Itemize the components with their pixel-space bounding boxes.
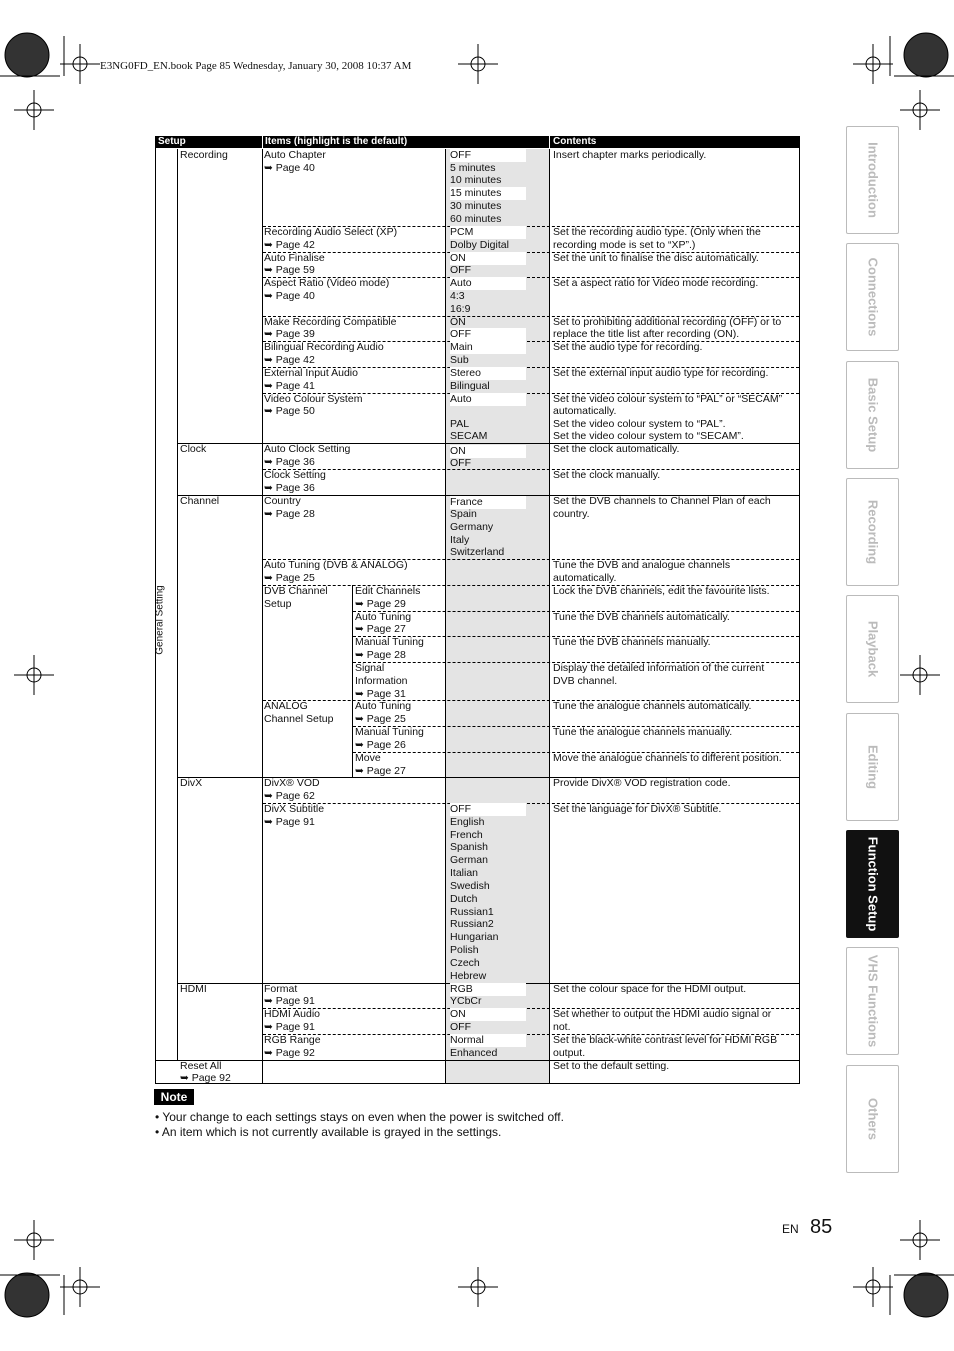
option: Germany: [450, 521, 494, 533]
item-ext-input: External Input Audio: [264, 367, 358, 379]
item-divx-sub: DivX Subtitle: [264, 803, 325, 815]
content: Set whether to output the HDMI audio signal or: [553, 1008, 772, 1020]
item-make-compat: Make Recording Compatible: [264, 316, 397, 328]
content: Tune the DVB channels automatically.: [553, 611, 730, 623]
tab-others[interactable]: Others: [846, 1065, 899, 1173]
page-ref: ➥ Page 92: [264, 1047, 315, 1060]
option: OFF: [450, 803, 526, 816]
tab-connections[interactable]: Connections: [846, 243, 899, 351]
row-recording: Recording: [180, 149, 228, 161]
page-ref: ➥ Page 28: [355, 649, 406, 662]
content: Set the language for DivX® Subtitle.: [553, 803, 722, 815]
option: ON: [450, 316, 466, 328]
option: ON: [450, 1008, 526, 1021]
option: OFF: [450, 328, 526, 341]
item-clock-setting: Clock Setting: [264, 469, 326, 481]
option: Switzerland: [450, 546, 505, 558]
option: ON: [450, 252, 526, 265]
content: output.: [553, 1047, 586, 1059]
page-ref: ➥ Page 42: [264, 239, 315, 252]
option: Spanish: [450, 841, 488, 853]
item-signal-2: Information: [355, 675, 408, 687]
option: Swedish: [450, 880, 490, 892]
page-ref: ➥ Page 62: [264, 790, 315, 803]
content: country.: [553, 508, 590, 520]
item-signal: Signal: [355, 662, 385, 674]
option: OFF: [450, 1021, 471, 1033]
item-line: [263, 469, 799, 470]
content: Display the detailed information of the current: [553, 662, 765, 674]
item-an-auto: Auto Tuning: [355, 700, 412, 712]
item-analog: ANALOG: [264, 700, 308, 712]
page-ref: ➥ Page 91: [264, 816, 315, 829]
page-ref: ➥ Page 91: [264, 995, 315, 1008]
option: German: [450, 854, 488, 866]
print-header: E3NG0FD_EN.book Page 85 Wednesday, January 30, 2008 10:37 AM: [100, 60, 412, 72]
page-ref: ➥ Page 27: [355, 765, 406, 778]
page-ref: ➥ Page 28: [264, 508, 315, 521]
content: Lock the DVB channels, edit the favourite lists.: [553, 585, 770, 597]
content: Set the recording audio type. (Only when the: [553, 226, 761, 238]
content: Set the clock manually.: [553, 469, 661, 481]
item-rec-audio: Recording Audio Select (XP): [264, 226, 398, 238]
item-hdmi-audio: HDMI Audio: [264, 1008, 321, 1020]
tab-editing[interactable]: Editing: [846, 713, 899, 821]
page-ref: ➥ Page 39: [264, 328, 315, 341]
tab-recording[interactable]: Recording: [846, 478, 899, 586]
row-channel: Channel: [180, 495, 220, 507]
page-ref: ➥ Page 36: [264, 482, 315, 495]
group-label: General Setting: [154, 585, 166, 655]
item-dvb-setup: Setup: [264, 598, 292, 610]
page-ref: ➥ Page 40: [264, 290, 315, 303]
note-label: Note: [154, 1089, 194, 1105]
col-contents: Contents: [553, 136, 597, 147]
item-auto-chapter: Auto Chapter: [264, 149, 326, 161]
row-divx: DivX: [180, 777, 203, 789]
item-an-manual: Manual Tuning: [355, 726, 424, 738]
item-move: Move: [355, 752, 381, 764]
col-items: Items (highlight is the default): [265, 136, 408, 147]
content: Set the video colour system to “SECAM”.: [553, 430, 744, 442]
option: ON: [450, 445, 526, 458]
content: Set the unit to finalise the disc automatically.: [553, 252, 759, 264]
content: Set the video colour system to “PAL”.: [553, 418, 726, 430]
col-setup: Setup: [158, 136, 186, 147]
option: Italy: [450, 534, 470, 546]
content: replace the title list after recording (ON).: [553, 328, 740, 340]
item-analog-2: Channel Setup: [264, 713, 334, 725]
page-ref: ➥ Page 41: [264, 380, 315, 393]
content: automatically.: [553, 405, 617, 417]
page-ref: ➥ Page 59: [264, 264, 315, 277]
page-ref: ➥ Page 31: [355, 688, 406, 701]
option: Hungarian: [450, 931, 499, 943]
content: Set the external input audio type for recording.: [553, 367, 769, 379]
option: Italian: [450, 867, 479, 879]
content: Set the audio type for recording.: [553, 341, 703, 353]
page-ref: ➥ Page 91: [264, 1021, 315, 1034]
option: Polish: [450, 944, 479, 956]
content: Tune the analogue channels automatically.: [553, 700, 752, 712]
page-number: 85: [810, 1216, 833, 1238]
page-ref: ➥ Page 40: [264, 162, 315, 175]
page-ref: ➥ Page 25: [264, 572, 315, 585]
note-line: • An item which is not currently available is grayed in the settings.: [155, 1125, 502, 1139]
item-format: Format: [264, 983, 298, 995]
option: 5 minutes: [450, 162, 496, 174]
header-divider: [262, 136, 263, 149]
option: Enhanced: [450, 1047, 498, 1059]
option: French: [450, 829, 483, 841]
item-dvb-manual: Manual Tuning: [355, 636, 424, 648]
item-rgb-range: RGB Range: [264, 1034, 321, 1046]
option: RGB: [450, 983, 526, 996]
page-ref: ➥ Page 29: [355, 598, 406, 611]
vline: [549, 149, 550, 1084]
content: Insert chapter marks periodically.: [553, 149, 707, 161]
option: Dolby Digital: [450, 239, 509, 251]
option: 60 minutes: [450, 213, 502, 225]
page-ref: ➥ Page 27: [355, 623, 406, 636]
item-auto-clock: Auto Clock Setting: [264, 443, 351, 455]
vline: [177, 149, 178, 1060]
content: Set the black-white contrast level for HDMI RGB: [553, 1034, 778, 1046]
content: Tune the DVB and analogue channels: [553, 559, 731, 571]
row-hdmi: HDMI: [180, 983, 207, 995]
content: not.: [553, 1021, 571, 1033]
option: Hebrew: [450, 970, 487, 982]
page-ref: ➥ Page 92: [180, 1072, 231, 1085]
content: Set the clock automatically.: [553, 443, 680, 455]
item-video-colour: Video Colour System: [264, 393, 363, 405]
option: Bilingual: [450, 380, 490, 392]
content: automatically.: [553, 572, 617, 584]
page-ref: ➥ Page 36: [264, 456, 315, 469]
tab-vhs-functions[interactable]: VHS Functions: [846, 947, 899, 1055]
option: 16:9: [450, 303, 471, 315]
option: YCbCr: [450, 995, 482, 1007]
item-bilingual: Bilingual Recording Audio: [264, 341, 384, 353]
page-ref: ➥ Page 50: [264, 405, 315, 418]
item-auto-finalise: Auto Finalise: [264, 252, 325, 264]
section-line: [155, 1060, 800, 1061]
option: 15 minutes: [450, 187, 526, 200]
option: Czech: [450, 957, 480, 969]
note-line: • Your change to each settings stays on even when the power is switched off.: [155, 1110, 564, 1124]
option: Auto: [450, 393, 526, 406]
option: Sub: [450, 354, 469, 366]
table-header: [155, 136, 800, 148]
vline: [262, 149, 263, 1084]
tab-introduction[interactable]: Introduction: [846, 126, 899, 234]
tab-basic-setup[interactable]: Basic Setup: [846, 361, 899, 469]
tab-function-setup[interactable]: Function Setup: [846, 830, 899, 938]
item-dvb-auto: Auto Tuning: [355, 611, 412, 623]
option: Auto: [450, 277, 526, 290]
option: Normal: [450, 1034, 526, 1047]
header-divider: [549, 136, 550, 149]
option: OFF: [450, 264, 471, 276]
item-auto-tuning: Auto Tuning (DVB & ANALOG): [264, 559, 408, 571]
option: PCM: [450, 226, 526, 239]
content: Tune the DVB channels manually.: [553, 636, 711, 648]
page-ref: ➥ Page 26: [355, 739, 406, 752]
option: Russian2: [450, 918, 494, 930]
item-country: Country: [264, 495, 301, 507]
option: English: [450, 816, 485, 828]
content: Tune the analogue channels manually.: [553, 726, 733, 738]
row-clock: Clock: [180, 443, 207, 455]
content: Set the DVB channels to Channel Plan of each: [553, 495, 771, 507]
option: 4:3: [450, 290, 465, 302]
option: France: [450, 496, 526, 509]
content: Set to prohibiting additional recording (OFF) or to: [553, 316, 782, 328]
content: Set to the default setting.: [553, 1060, 670, 1072]
content: Set the colour space for the HDMI output.: [553, 983, 747, 995]
content: Provide DivX® VOD registration code.: [553, 777, 731, 789]
content: Set the video colour system to “PAL” or “SECAM”: [553, 393, 783, 405]
option: OFF: [450, 457, 471, 469]
option: PAL: [450, 418, 470, 430]
option: Dutch: [450, 893, 478, 905]
option: 10 minutes: [450, 174, 502, 186]
tab-playback[interactable]: Playback: [846, 595, 899, 703]
language-label: EN: [782, 1222, 799, 1236]
content: DVB channel.: [553, 675, 618, 687]
option: Russian1: [450, 906, 494, 918]
item-divx-vod: DivX® VOD: [264, 777, 320, 789]
option: Spain: [450, 508, 477, 520]
option: SECAM: [450, 430, 488, 442]
item-dvb-channel: DVB Channel: [264, 585, 328, 597]
option: OFF: [450, 149, 526, 162]
item-aspect: Aspect Ratio (Video mode): [264, 277, 390, 289]
vline: [352, 585, 353, 778]
option: Stereo: [450, 367, 526, 380]
page-ref: ➥ Page 25: [355, 713, 406, 726]
content: Set a aspect ratio for Video mode recording.: [553, 277, 759, 289]
row-reset-all: Reset All: [180, 1060, 222, 1072]
item-edit-channels: Edit Channels: [355, 585, 421, 597]
vline: [445, 149, 446, 1084]
content: Move the analogue channels to different position.: [553, 752, 782, 764]
page-ref: ➥ Page 42: [264, 354, 315, 367]
content: recording mode is set to “XP”.): [553, 239, 696, 251]
option: Main: [450, 341, 526, 354]
option: 30 minutes: [450, 200, 502, 212]
